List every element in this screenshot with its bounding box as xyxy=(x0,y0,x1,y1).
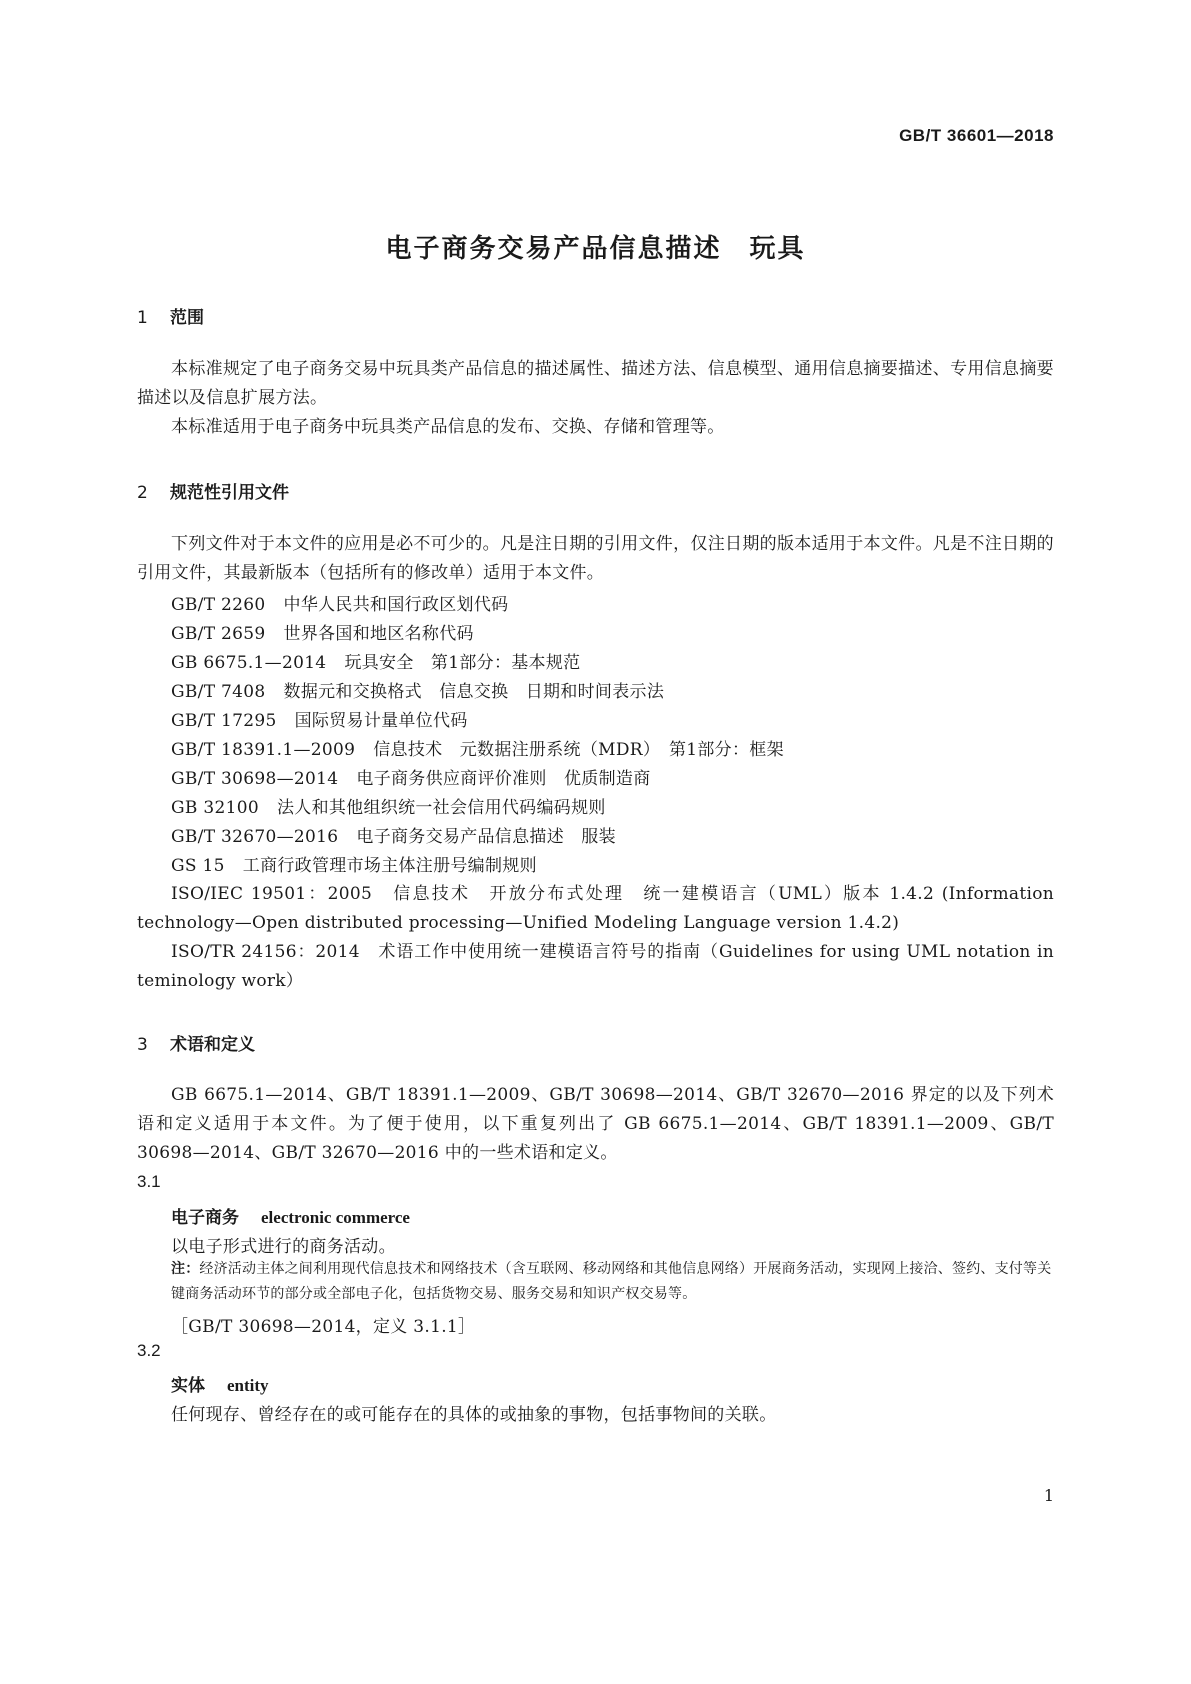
term-name-en: electronic commerce xyxy=(261,1208,410,1227)
reference-code: GB/T 7408 xyxy=(171,682,266,702)
reference-item-long: ISO/IEC 19501：2005 信息技术 开放分布式处理 统一建模语言（UML）版本 1.4.2 (Information technology—Open distributed processing—Unified Modeling Language version 1.4.2) xyxy=(137,884,1054,933)
reference-item xyxy=(171,619,474,644)
reference-code: GB/T 30698—2014 xyxy=(171,769,339,789)
reference-title: 信息技术 元数据注册系统（MDR） 第1部分：框架 xyxy=(373,740,784,760)
term-definition: 以电子形式进行的商务活动。 xyxy=(171,1237,396,1257)
section-title: 规范性引用文件 xyxy=(170,483,289,503)
paragraph: GB 6675.1—2014、GB/T 18391.1—2009、GB/T 30698—2014、GB/T 32670—2016 界定的以及下列术语和定义适用于本文件。为了便于使用，以下重复列出了 GB 6675.1—2014、GB/T 18391.1—2009、GB/T 30698—2014、GB/T 32670—2016 中的一些术语和定义。 xyxy=(137,1085,1054,1163)
section-number: 2 xyxy=(137,483,148,503)
paragraph: 下列文件对于本文件的应用是必不可少的。凡是注日期的引用文件，仅注日期的版本适用于本文件。凡是不注日期的引用文件，其最新版本（包括所有的修改单）适用于本文件。 xyxy=(137,534,1054,583)
section-title: 术语和定义 xyxy=(170,1035,255,1055)
term-name xyxy=(171,1371,269,1396)
reference-item xyxy=(171,793,606,818)
section-title: 范围 xyxy=(170,308,204,328)
reference-title: 中华人民共和国行政区划代码 xyxy=(283,595,509,615)
section-2-heading xyxy=(137,478,289,503)
term-number: 3.1 xyxy=(137,1172,161,1191)
term-definition: 任何现存、曾经存在的或可能存在的具体的或抽象的事物，包括事物间的关联。 xyxy=(171,1405,777,1425)
reference-code: GB 32100 xyxy=(171,798,259,818)
reference-item-long: ISO/TR 24156：2014 术语工作中使用统一建模语言符号的指南（Guidelines for using UML notation in teminology work） xyxy=(137,942,1054,991)
reference-title: 数据元和交换格式 信息交换 日期和时间表示法 xyxy=(283,682,665,702)
term-source: ［GB/T 30698—2014，定义 3.1.1］ xyxy=(171,1317,476,1337)
document-title: 电子商务交易产品信息描述 玩具 xyxy=(385,234,806,264)
reference-item xyxy=(171,822,616,847)
section-1-heading xyxy=(137,303,204,328)
reference-item xyxy=(171,851,537,876)
term-number: 3.2 xyxy=(137,1341,161,1360)
reference-title: 国际贸易计量单位代码 xyxy=(294,711,468,731)
note-label: 注： xyxy=(171,1261,200,1277)
reference-code: GB/T 2260 xyxy=(171,595,266,615)
reference-title: 电子商务交易产品信息描述 服装 xyxy=(356,827,616,847)
term-name-cn: 实体 xyxy=(171,1376,205,1396)
term-note xyxy=(171,1257,1054,1307)
reference-item xyxy=(171,648,580,673)
reference-code: GB/T 32670—2016 xyxy=(171,827,339,847)
reference-item xyxy=(171,706,468,731)
reference-item xyxy=(171,590,508,615)
reference-title: 法人和其他组织统一社会信用代码编码规则 xyxy=(276,798,606,818)
reference-code: GS 15 xyxy=(171,856,225,876)
paragraph: 本标准适用于电子商务中玩具类产品信息的发布、交换、存储和管理等。 xyxy=(171,417,725,437)
term-name xyxy=(171,1203,410,1228)
reference-title: 工商行政管理市场主体注册号编制规则 xyxy=(242,856,537,876)
reference-item xyxy=(171,677,664,702)
reference-title: 玩具安全 第1部分：基本规范 xyxy=(344,653,581,673)
reference-title: 电子商务供应商评价准则 优质制造商 xyxy=(356,769,651,789)
term-name-en: entity xyxy=(227,1376,269,1395)
section-3-heading xyxy=(137,1030,255,1055)
reference-item xyxy=(171,735,784,760)
note-text: 经济活动主体之间利用现代信息技术和网络技术（含互联网、移动网络和其他信息网络）开展商务活动，实现网上接洽、签约、支付等关键商务活动环节的部分或全部电子化，包括货物交易、服务交易和知识产权交易等。 xyxy=(171,1261,1052,1302)
page-number: 1 xyxy=(1043,1486,1054,1505)
reference-item xyxy=(171,764,651,789)
reference-code: GB/T 17295 xyxy=(171,711,277,731)
reference-title: 世界各国和地区名称代码 xyxy=(283,624,474,644)
paragraph: 本标准规定了电子商务交易中玩具类产品信息的描述属性、描述方法、信息模型、通用信息摘要描述、专用信息摘要描述以及信息扩展方法。 xyxy=(137,359,1054,408)
reference-code: GB/T 18391.1—2009 xyxy=(171,740,356,760)
term-name-cn: 电子商务 xyxy=(171,1208,239,1228)
section-number: 1 xyxy=(137,308,148,328)
section-number: 3 xyxy=(137,1035,148,1055)
standard-code: GB/T 36601—2018 xyxy=(899,126,1054,145)
reference-code: GB 6675.1—2014 xyxy=(171,653,327,673)
reference-code: GB/T 2659 xyxy=(171,624,266,644)
